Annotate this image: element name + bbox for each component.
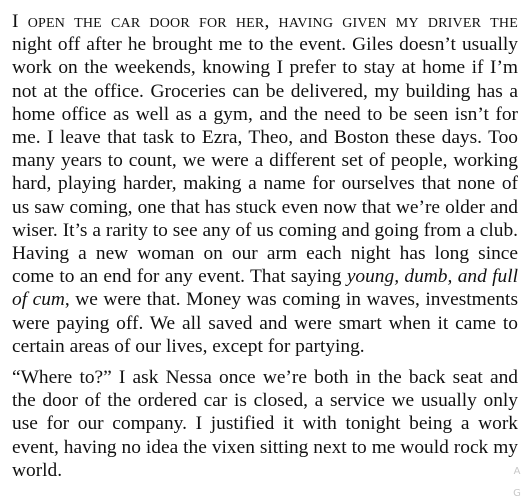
edge-mark-g: G (513, 488, 521, 499)
edge-mark-a: A (513, 466, 521, 477)
italic-phrase: young, dumb, and full of cum (12, 266, 518, 311)
document-page (12, 10, 518, 482)
paragraph-1 (12, 10, 518, 358)
paragraph-1-text: night off after he brought me to the event. Giles doesn’t usually work on the weekends, knowing I prefer to stay at home if I’m not at the office. Groceries can be delivered, my building has a home office as well as a gym, and the need to be seen isn’t for me. I leave that task to Ezra, Theo, and Boston these days. Too many years to count, we were a different set of people, working hard, playing harder, making a name for ourselves that none of us saw coming, one that has stuck even now that we’re older and wiser. It’s a rarity to see any of us coming and going from a club. Having a new woman on our arm each night has long since come to an end for any event. That saying (12, 34, 518, 288)
paragraph-2: “Where to?” I ask Nessa once we’re both in the back seat and the door of the ordered car is closed, a service we usually only use for our company. I justified it with tonight being a work event, having no idea the vixen sitting next to me would rock my world. (12, 367, 518, 481)
opening-smallcaps: I open the car door for her, having given my driver the (12, 11, 518, 32)
paragraph-1-text-end: , we were that. Money was coming in waves, investments were paying off. We all saved and were smart when it came to certain areas of our lives, except for partying. (12, 289, 518, 357)
